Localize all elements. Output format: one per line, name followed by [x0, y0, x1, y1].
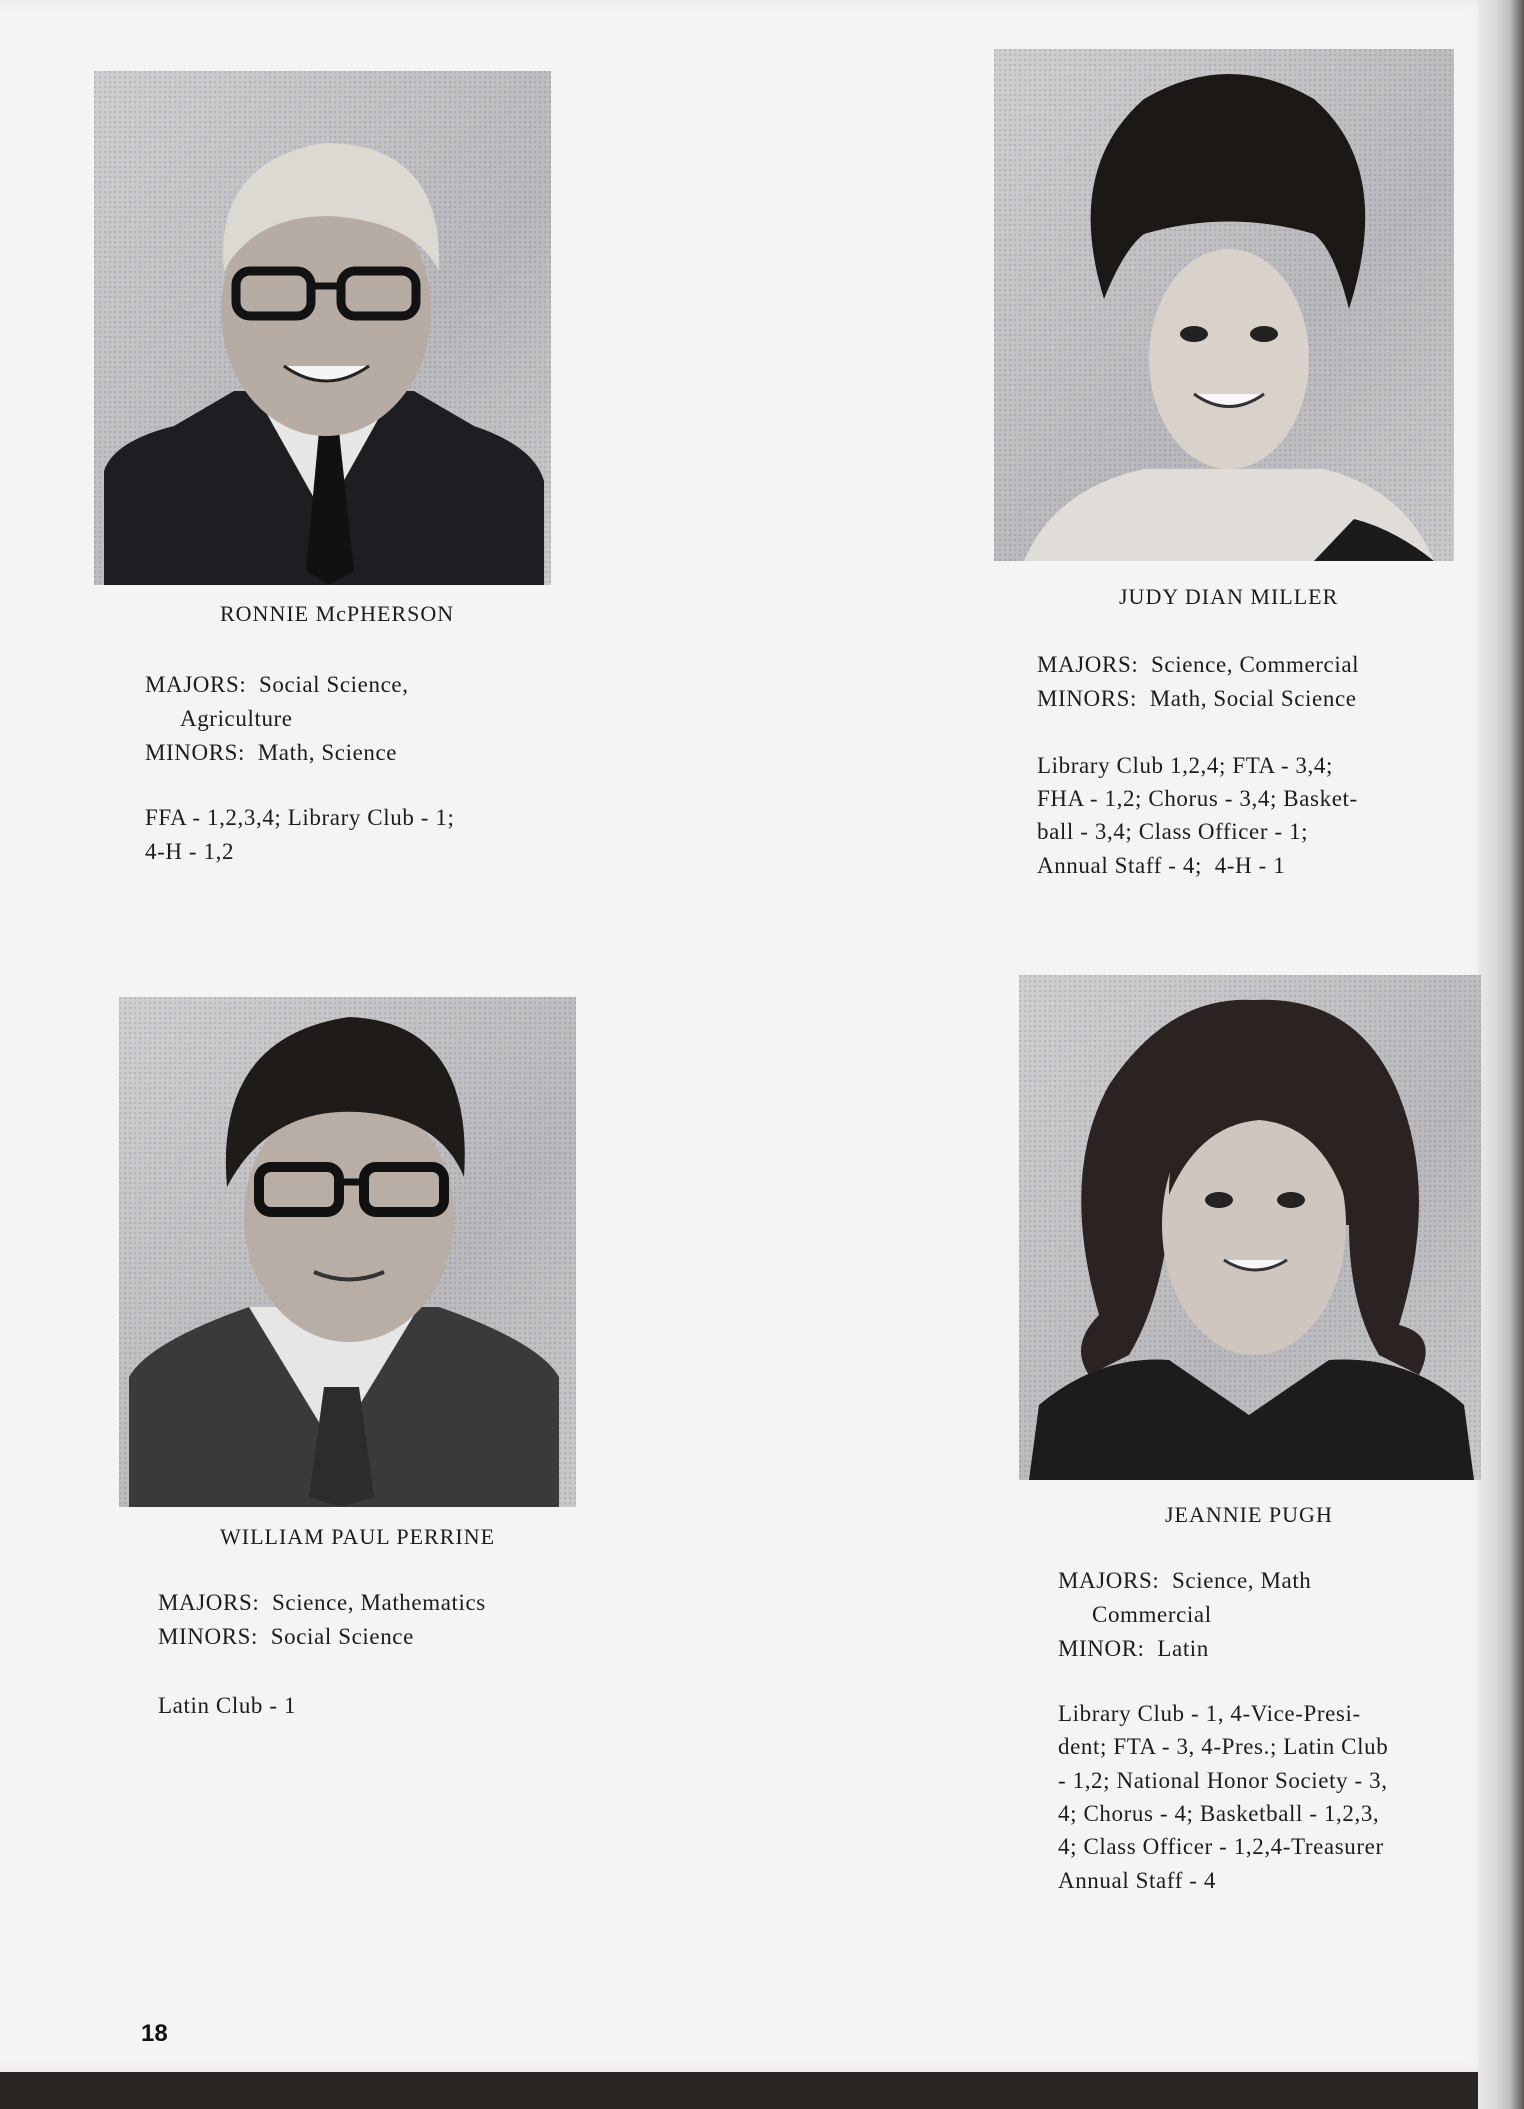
minors-text: MINORS: Math, Social Science	[1037, 686, 1357, 711]
activities-line: FFA - 1,2,3,4; Library Club - 1;	[145, 805, 455, 830]
majors-text: MAJORS: Science, Commercial	[1037, 652, 1360, 677]
majors-text: MAJORS: Science, Mathematics	[158, 1590, 486, 1615]
student-photo-ronnie	[94, 71, 551, 585]
activities-line: Annual Staff - 4; 4-H - 1	[1037, 853, 1286, 878]
activities-line: Library Club 1,2,4; FTA - 3,4;	[1037, 753, 1333, 778]
activities-line: - 1,2; National Honor Society - 3,	[1058, 1768, 1388, 1793]
student-name: JUDY DIAN MILLER	[1119, 584, 1339, 609]
minors-text: MINORS: Social Science	[158, 1624, 414, 1649]
majors-text: MAJORS: Social Science,	[145, 672, 409, 697]
activities-line: 4-H - 1,2	[145, 839, 235, 864]
student-photo-judy	[994, 49, 1454, 561]
activities-line: Library Club - 1, 4-Vice-Presi-	[1058, 1701, 1361, 1726]
activities-line: 4; Chorus - 4; Basketball - 1,2,3,	[1058, 1801, 1380, 1826]
student-name: WILLIAM PAUL PERRINE	[220, 1524, 496, 1549]
student-photo-jeannie	[1019, 975, 1481, 1480]
activities-line: ball - 3,4; Class Officer - 1;	[1037, 819, 1309, 844]
activities-line: dent; FTA - 3, 4-Pres.; Latin Club	[1058, 1734, 1389, 1759]
activities-line: Latin Club - 1	[158, 1693, 297, 1718]
majors-text-continued: Agriculture	[180, 706, 293, 731]
student-photo-william	[119, 997, 576, 1507]
page-edge	[1478, 0, 1524, 2109]
student-name: JEANNIE PUGH	[1165, 1502, 1333, 1527]
majors-text-continued: Commercial	[1092, 1602, 1212, 1627]
page-number: 18	[141, 2020, 168, 2047]
minors-text: MINOR: Latin	[1058, 1636, 1209, 1661]
student-name: RONNIE McPHERSON	[220, 601, 455, 626]
activities-line: Annual Staff - 4	[1058, 1868, 1217, 1893]
minors-text: MINORS: Math, Science	[145, 740, 398, 765]
activities-line: 4; Class Officer - 1,2,4-Treasurer	[1058, 1834, 1384, 1859]
activities-line: FHA - 1,2; Chorus - 3,4; Basket-	[1037, 786, 1358, 811]
majors-text: MAJORS: Science, Math	[1058, 1568, 1312, 1593]
